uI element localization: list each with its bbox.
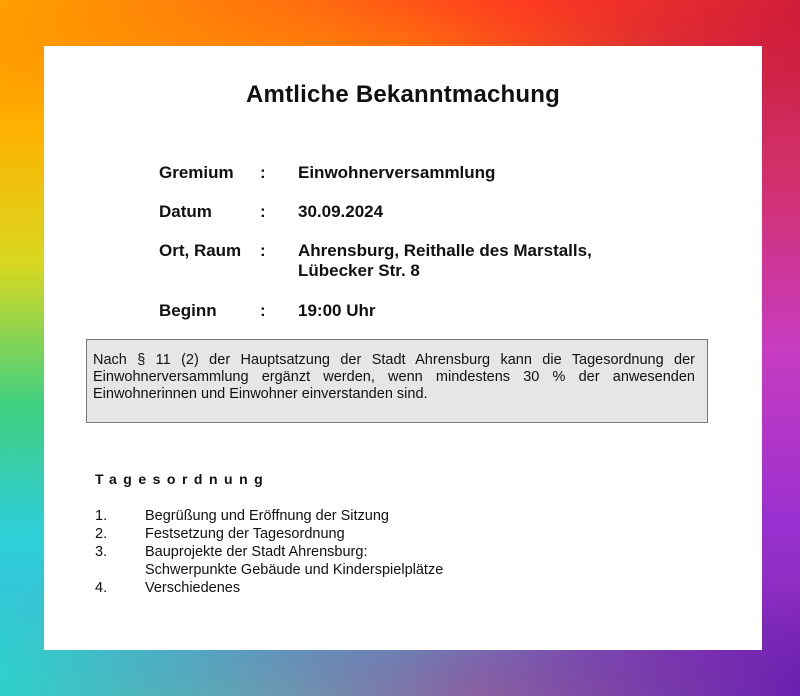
meta-colon: : — [260, 301, 266, 320]
agenda-item-text: Bauprojekte der Stadt Ahrensburg: — [145, 544, 368, 560]
agenda-heading: Tagesordnung — [95, 471, 270, 487]
page-title: Amtliche Bekanntmachung — [246, 81, 560, 108]
meta-value: Einwohnerversammlung — [298, 163, 496, 182]
agenda-item-number: 4. — [95, 580, 108, 596]
meta-colon: : — [260, 163, 266, 182]
agenda-item-number: 1. — [95, 508, 108, 524]
meta-label: Ort, Raum — [159, 241, 242, 260]
announcement-page — [44, 46, 762, 650]
meta-value: 19:00 Uhr — [298, 301, 376, 320]
meta-label: Beginn — [159, 301, 217, 320]
agenda-item-text: Verschiedenes — [145, 580, 241, 596]
meta-value: Ahrensburg, Reithalle des Marstalls, — [298, 241, 592, 260]
agenda-item-number: 2. — [95, 526, 108, 542]
meta-value: 30.09.2024 — [298, 202, 384, 221]
meta-colon: : — [260, 241, 266, 260]
meta-label: Datum — [159, 202, 212, 221]
agenda-item-text: Festsetzung der Tagesordnung — [145, 526, 345, 542]
agenda-item-text-line2: Schwerpunkte Gebäude und Kinderspielplätze — [145, 562, 444, 578]
agenda-item-number: 3. — [95, 544, 108, 560]
notice-box: Nach § 11 (2) der Hauptsatzung der Stadt Ahrensburg kann die Tagesordnung der Einwohnerversammlung ergänzt werden, wenn mindestens 30 % der anwesenden Einwohnerinnen und Einwohner einverstanden sind. — [86, 339, 708, 423]
agenda-item-text: Begrüßung und Eröffnung der Sitzung — [145, 508, 389, 524]
meta-colon: : — [260, 202, 266, 221]
meta-label: Gremium — [159, 163, 234, 182]
meta-value-line2: Lübecker Str. 8 — [298, 261, 420, 280]
